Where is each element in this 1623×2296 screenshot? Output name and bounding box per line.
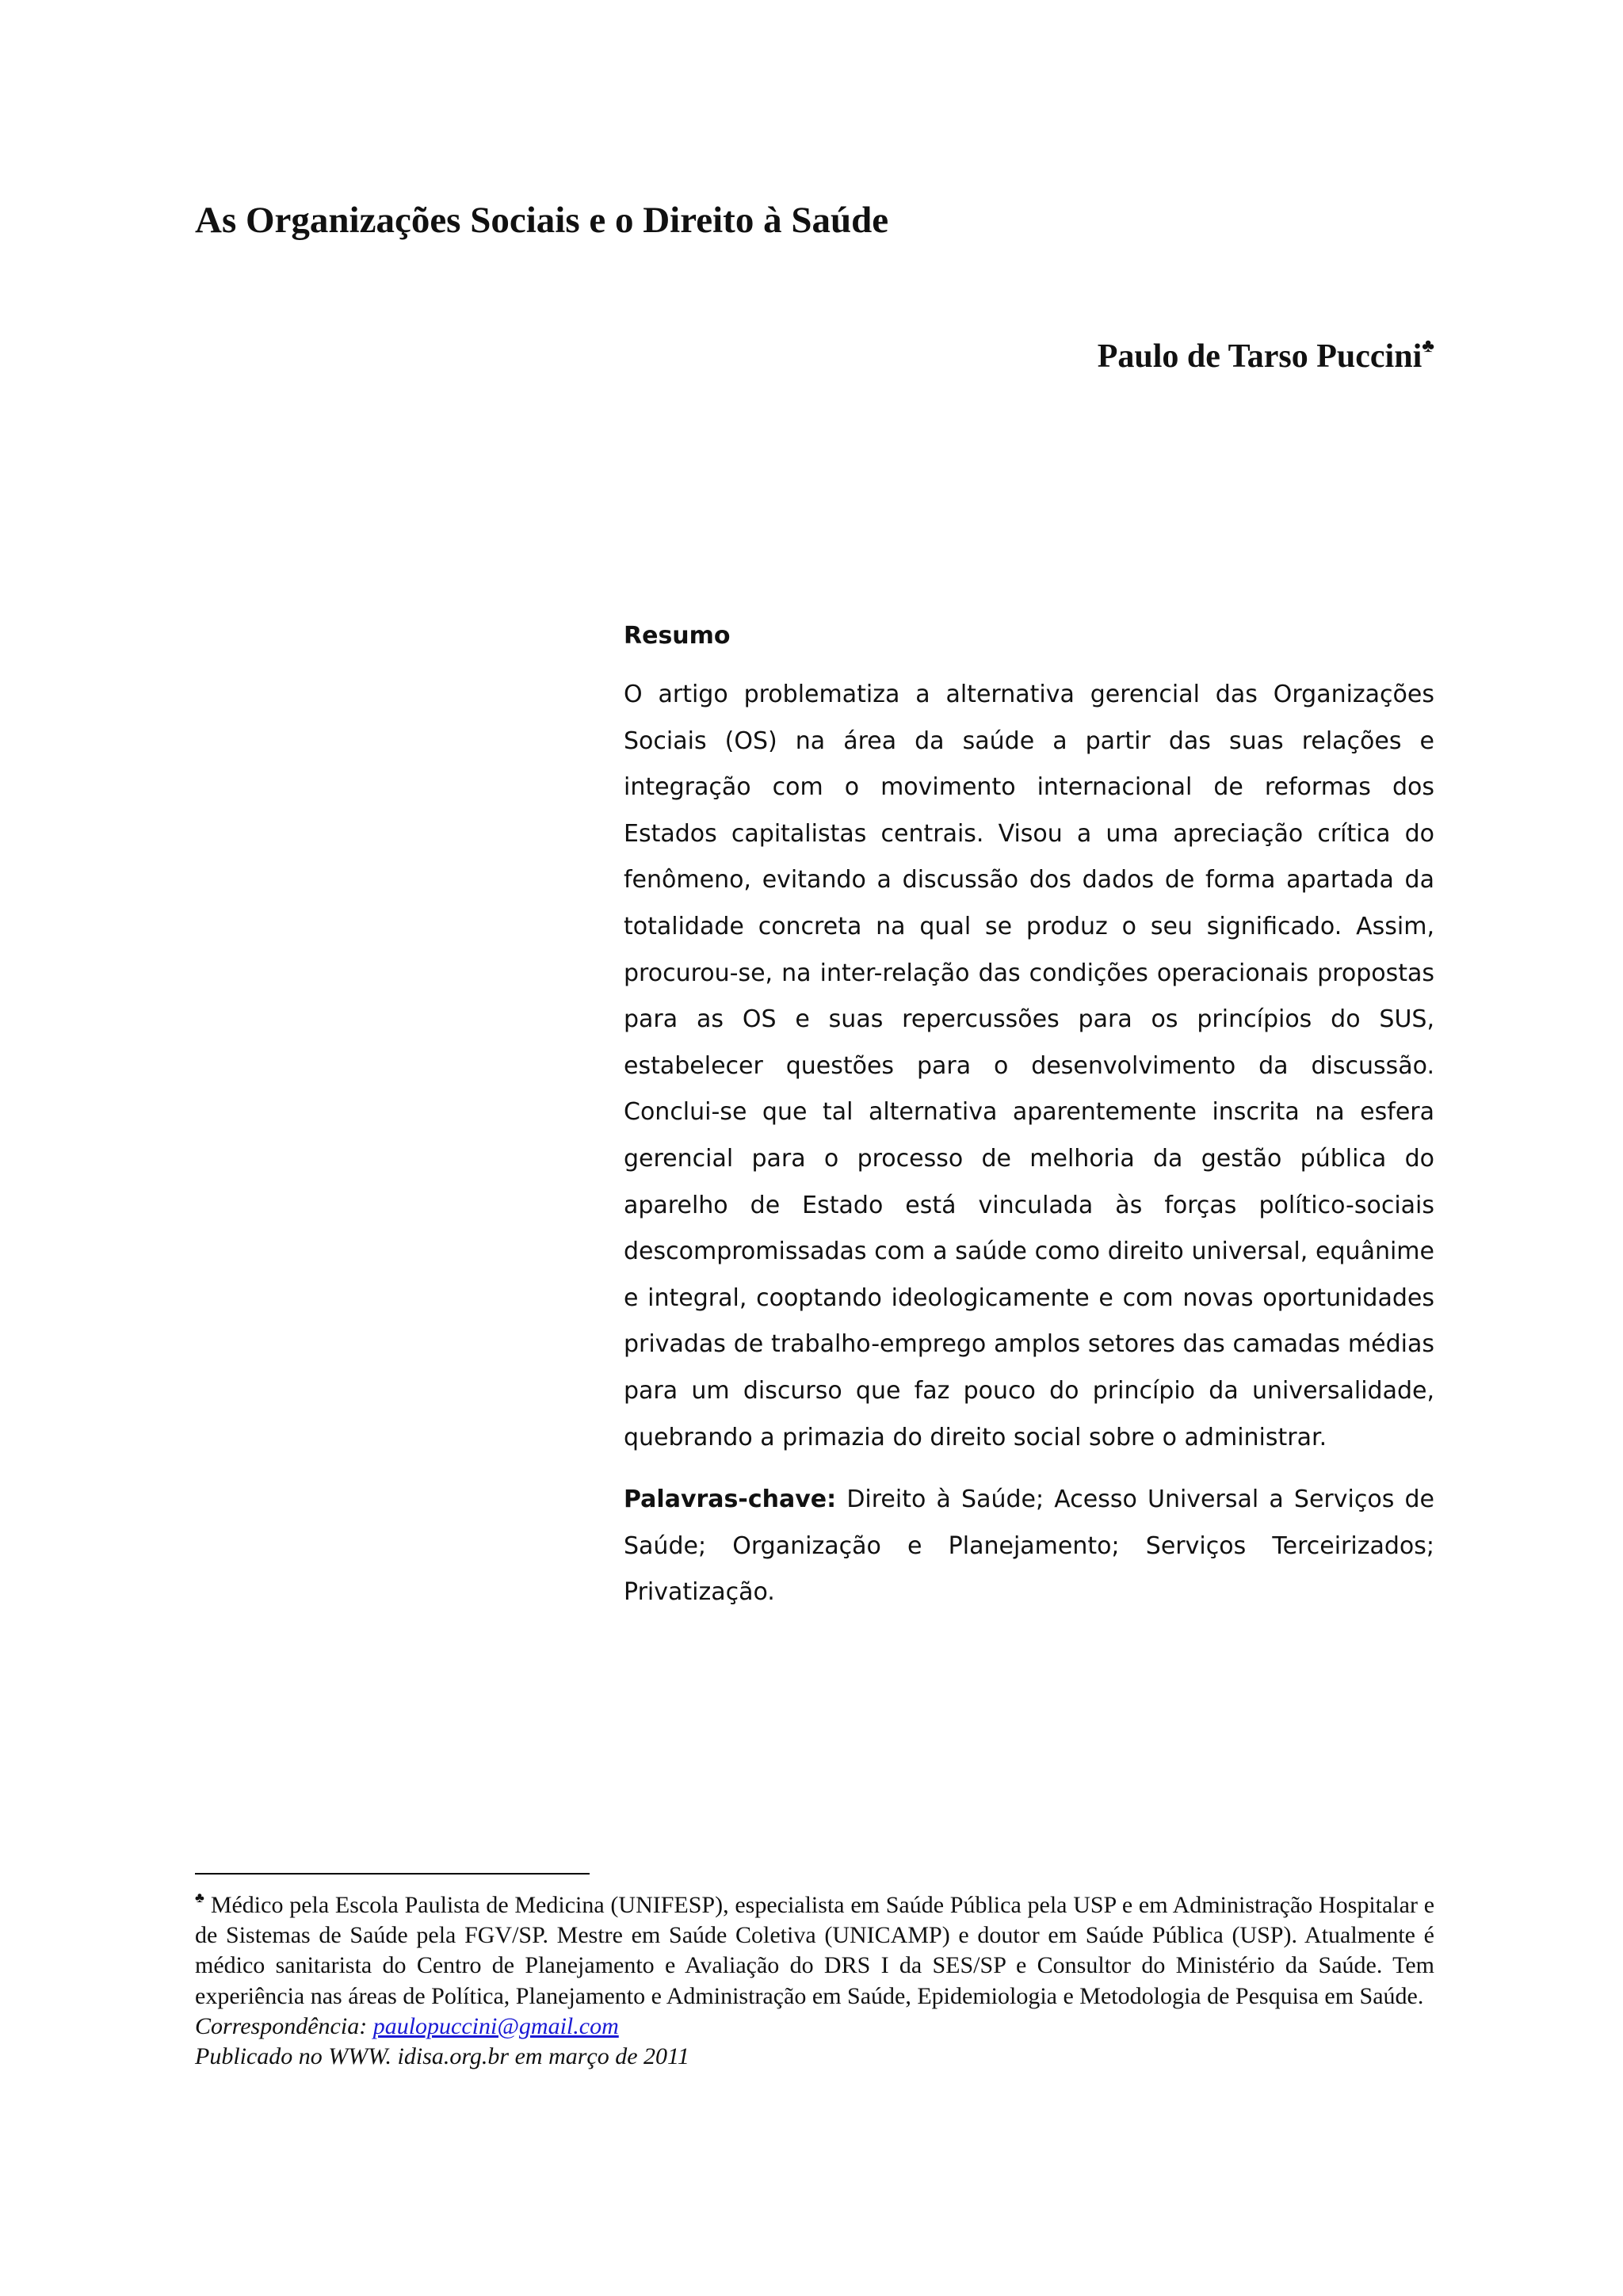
abstract-body: O artigo problematiza a alternativa gerencial das Organizações Sociais (OS) na área da saúde a partir das suas relações e integração com o movimento internacional de reformas dos Estados capitalistas centrais. Visou a uma apreciação crítica do fenômeno, evitando a discussão dos dados de forma apartada da totalidade concreta na qual se produz o seu significado. Assim, procurou-se, na inter-relação das condições operacionais propostas para as OS e suas repercussões para os princípios do SUS, estabelecer questões para o desenvolvimento da discussão. Conclui-se que tal alternativa aparentemente inscrita na esfera gerencial para o processo de melhoria da gestão pública do aparelho de Estado está vinculada às forças político-sociais descompromissadas com a saúde como direito universal, equânime e integral, cooptando ideologicamente e com novas oportunidades privadas de trabalho-emprego amplos setores das camadas médias para um discurso que faz pouco do princípio da universalidade, quebrando a primazia do direito social sobre o administrar. (624, 681, 1434, 1451)
author-byline (1098, 337, 1434, 376)
keywords-label: Palavras-chave: (624, 1486, 837, 1514)
keywords (624, 1477, 1434, 1616)
correspondence-label: Correspondência: (195, 2012, 368, 2039)
correspondence-line (195, 2012, 1434, 2042)
author-name: Paulo de Tarso Puccini (1097, 338, 1423, 375)
abstract-heading: Resumo (624, 622, 731, 650)
footnote-marker: ♣ (195, 1890, 205, 1905)
abstract-section (624, 618, 1434, 1616)
footnote (195, 1884, 1434, 2072)
footnote-text-block (195, 1884, 1434, 2012)
paper-title: As Organizações Sociais e o Direito à Saúde (195, 200, 889, 241)
email-link[interactable]: paulopuccini@gmail.com (372, 2012, 619, 2039)
keywords-text: Direito à Saúde; Acesso Universal a Serviços de Saúde; Organização e Planejamento; Serviços Terceirizados; Privatização. (624, 1486, 1434, 1607)
footnote-text: Médico pela Escola Paulista de Medicina (UNIFESP), especialista em Saúde Pública pela USP e em Administração Hospitalar e de Sistemas de Saúde pela FGV/SP. Mestre em Saúde Coletiva (UNICAMP) e doutor em Saúde Pública (USP). Atualmente é médico sanitarista do Centro de Planejamento e Avaliação do DRS I da SES/SP e Consultor do Ministério da Saúde. Tem experiência nas áreas de Política, Planejamento e Administração em Saúde, Epidemiologia e Metodologia de Pesquisa em Saúde. (195, 1892, 1435, 2009)
footnote-divider (195, 1873, 590, 1875)
publication-note: Publicado no WWW. idisa.org.br em março de 2011 (195, 2043, 689, 2070)
author-footnote-marker[interactable]: ♣ (1422, 336, 1434, 357)
